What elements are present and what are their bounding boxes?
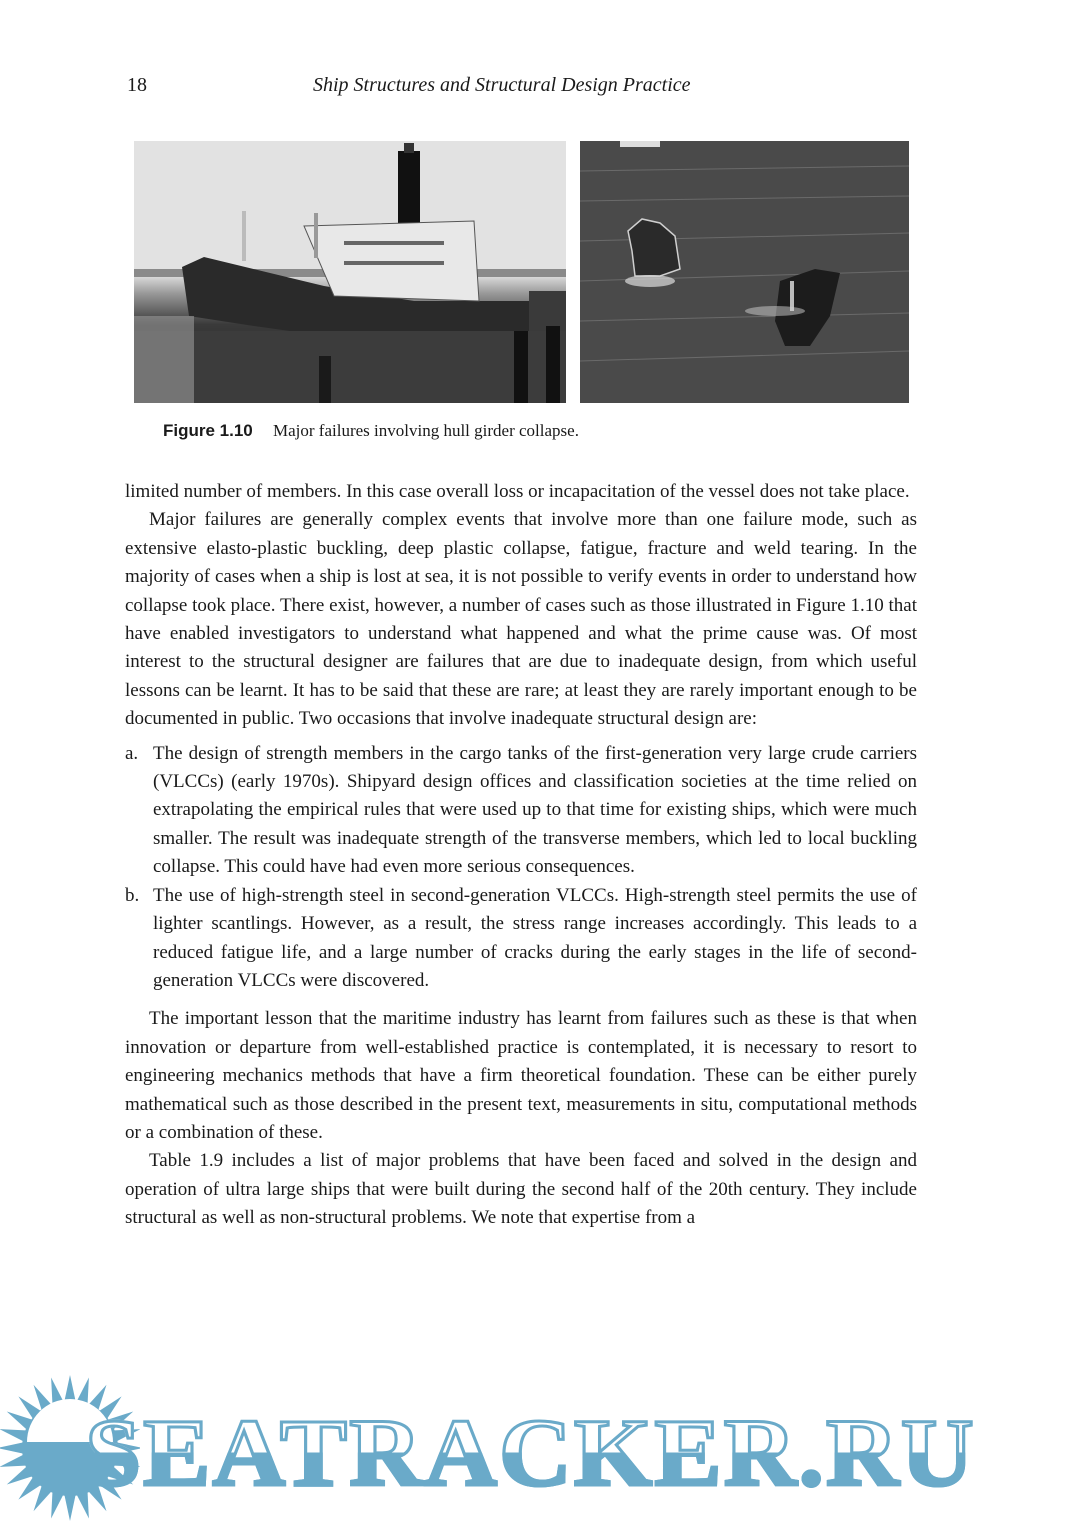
list-item (125, 882, 917, 996)
list-marker: b. (125, 884, 140, 906)
watermark (0, 1375, 1080, 1521)
figure-caption (163, 421, 579, 441)
running-title: Ship Structures and Structural Design Practice (313, 74, 691, 96)
paragraph-continued: limited number of members. In this case overall loss or incapacitation of the vessel does not take place. (125, 481, 910, 502)
figure-caption-text: Major failures involving hull girder collapse. (273, 421, 579, 440)
watermark-text: SEATRACKER.RU (85, 1399, 976, 1506)
inadequate-design-list (125, 740, 917, 996)
page-number: 18 (127, 74, 147, 96)
figure-1-10 (134, 141, 909, 403)
list-item-text: The use of high-strength steel in second-generation VLCCs. High-strength steel permits the use of lighter scantlings. However, as a result, the stress range increases accordingly. This leads to a reduced fatigue life, and a large number of cracks during the early stages in the life of second-generation VLCCs were discovered. (153, 884, 917, 991)
photo-collapsed-tanker-at-pier (134, 141, 566, 403)
paragraph-major-failures: Major failures are generally complex events that involve more than one failure mode, such as extensive elasto-plastic buckling, deep plastic collapse, fatigue, fracture and weld tearing. In the majority of cases when a ship is lost at sea, it is not possible to verify events in order to understand how collapse took place. There exist, however, a number of cases such as those illustrated in Figure 1.10 that have enabled investigators to understand what happened and what the prime cause was. Of most interest to the structural designer are failures that are due to inadequate design, from which useful lessons can be learnt. It has to be said that these are rare; at least they are rarely important enough to be documented in public. Two occasions that involve inadequate structural design are: (125, 509, 917, 730)
tanker-illustration-icon (134, 141, 566, 403)
paragraph-table-1-9: Table 1.9 includes a list of major problems that have been faced and solved in the design and operation of ultra large ships that were built during the second half of the 20th century. They include structural as well as non-structural problems. We note that expertise from a (125, 1150, 917, 1229)
list-item (125, 740, 917, 882)
sinking-ship-illustration-icon (580, 141, 909, 403)
main-text (125, 478, 917, 1233)
list-item-text: The design of strength members in the cargo tanks of the first-generation very large crude carriers (VLCCs) (early 1970s). Shipyard design offices and classification societies at the time relied on extrapolating the empirical rules that were used up to that time for existing ships, which were much smaller. The result was inadequate strength of the transverse members, which led to local buckling collapse. This could have had even more serious consequences. (153, 742, 917, 878)
figure-label: Figure 1.10 (163, 421, 253, 440)
page-header (127, 74, 917, 100)
photo-ship-broken-at-sea (580, 141, 909, 403)
list-marker: a. (125, 742, 139, 764)
paragraph-important-lesson: The important lesson that the maritime industry has learnt from failures such as these is that when innovation or departure from well-established practice is contemplated, it is necessary to resort to engineering mechanics methods that have a firm theoretical foundation. These can be either purely mathematical such as those described in the present text, measurements in situ, computational methods or a combination of these. (125, 1008, 917, 1143)
